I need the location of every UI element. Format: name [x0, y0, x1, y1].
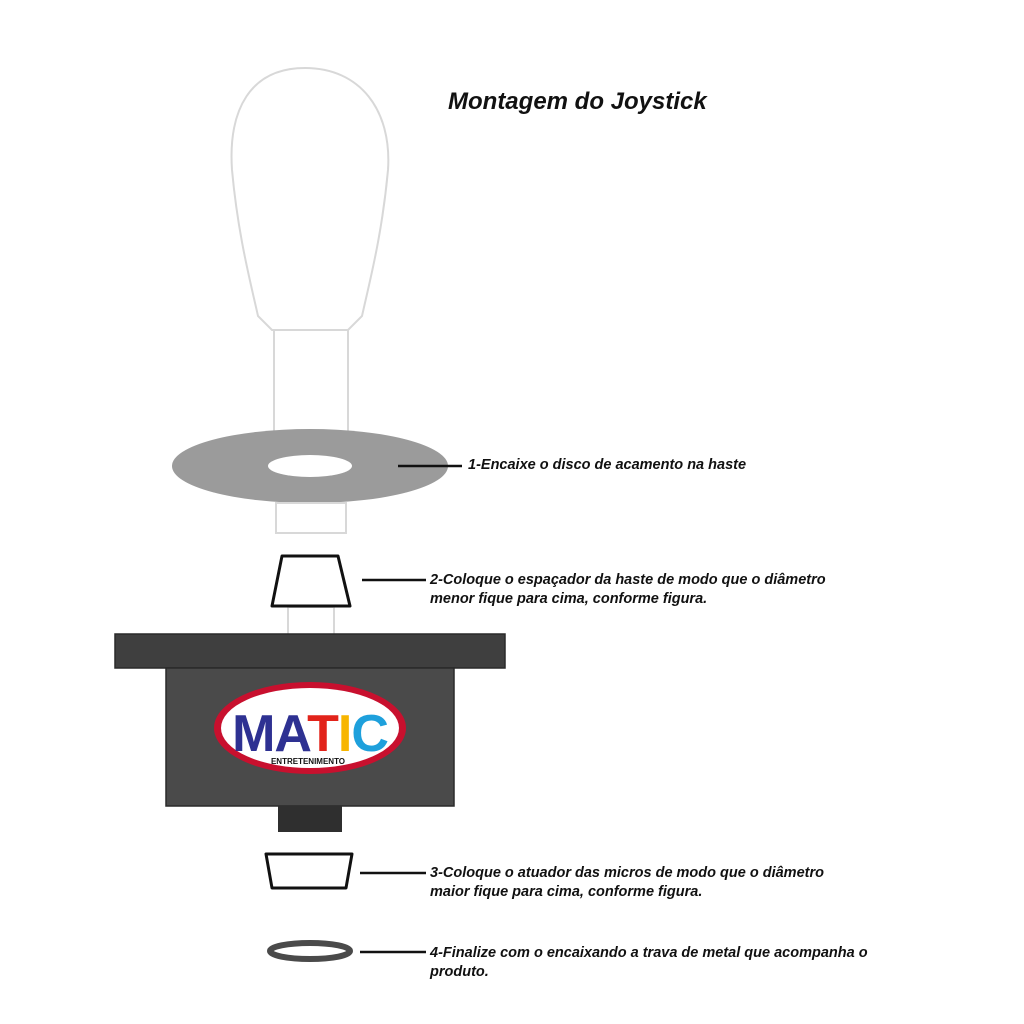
- step-3-line-2: maior fique para cima, conforme figura.: [430, 884, 703, 900]
- housing-pivot: [278, 806, 342, 832]
- step-2-line-1: 2-Coloque o espaçador da haste de modo que o diâmetro: [430, 572, 826, 588]
- step-4-line-1: 4-Finalize com o encaixando a trava de metal que acompanha o: [430, 945, 868, 961]
- logo-letter: A: [274, 705, 308, 763]
- metal-lock-ring: [270, 943, 350, 959]
- step-3-line-1: 3-Coloque o atuador das micros de modo que o diâmetro: [430, 865, 824, 881]
- diagram-title: Montagem do Joystick: [448, 88, 707, 115]
- logo-brand-text: [232, 705, 388, 763]
- housing-flange: [115, 634, 505, 668]
- step-4-line-2: produto.: [430, 964, 489, 980]
- joystick-knob: [232, 68, 389, 330]
- step-1-instruction: [468, 456, 746, 475]
- matic-logo: [214, 682, 406, 774]
- step-1-line-1: 1-Encaixe o disco de acamento na haste: [468, 457, 747, 473]
- step-4-instruction: [430, 944, 868, 982]
- step-2-instruction: [430, 571, 826, 609]
- logo-subtitle-text: ENTRETENIMENTO: [270, 757, 346, 766]
- dust-washer-hole: [268, 455, 352, 477]
- logo-letter: M: [232, 705, 275, 763]
- joystick-shaft-lower: [288, 607, 334, 637]
- shaft-spacer: [272, 556, 350, 606]
- logo-letter: C: [351, 705, 388, 763]
- joystick-shaft-middle: [276, 503, 346, 533]
- logo-letter: T: [307, 705, 338, 763]
- micro-actuator: [266, 854, 352, 888]
- step-2-line-2: menor fique para cima, conforme figura.: [430, 591, 708, 607]
- logo-letter: I: [337, 705, 352, 763]
- step-3-instruction: [430, 864, 824, 902]
